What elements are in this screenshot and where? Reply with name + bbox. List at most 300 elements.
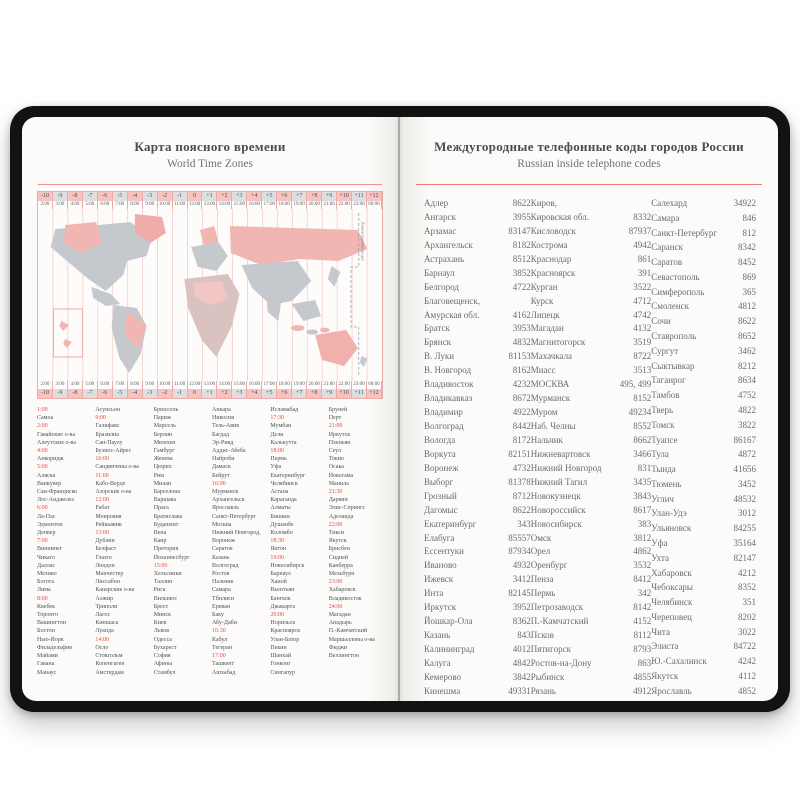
city-entry: Гавана <box>37 661 55 668</box>
code-row <box>424 533 531 543</box>
code-row <box>531 491 652 501</box>
city-name: Таганрог <box>651 375 686 386</box>
city-entry: Джакарта <box>270 603 296 610</box>
code-row <box>651 627 756 637</box>
city-name: Сыктывкар <box>651 360 695 371</box>
city-entry: Осло <box>95 644 109 651</box>
time-cell: 23:00 <box>352 201 367 209</box>
city-entry: Саратов <box>212 546 233 553</box>
city-code: 8712 <box>512 490 531 501</box>
time-cell: 19:00 <box>292 381 307 389</box>
time-zone-map <box>37 191 383 399</box>
code-row <box>531 546 652 556</box>
zone-cell: -8 <box>68 192 83 201</box>
zone-cell: 0 <box>188 389 203 398</box>
time-marker: 14:00 <box>95 636 110 643</box>
time-row-top <box>38 201 382 209</box>
city-entry: Брест <box>153 603 169 610</box>
code-row <box>424 519 531 529</box>
code-row <box>531 658 652 668</box>
city-name: Петрозаводск <box>530 602 584 613</box>
city-entry: Ашхабад <box>212 669 236 676</box>
code-row <box>651 213 756 223</box>
city-code: 4112 <box>738 671 756 681</box>
code-row <box>424 198 531 208</box>
city-code: 4732 <box>512 462 531 473</box>
city-code: 863 <box>637 657 652 668</box>
city-code: 8452 <box>738 257 756 268</box>
code-row <box>531 379 652 389</box>
city-entry: Женева <box>153 456 173 463</box>
city-entry: Чикаго <box>37 554 55 561</box>
time-marker: 17:00 <box>212 653 226 660</box>
city-entry: Лиссабон <box>95 579 120 586</box>
city-name: Барнаул <box>424 267 455 278</box>
zone-cell: +1 <box>202 192 217 201</box>
time-marker: 20:00 <box>270 612 285 619</box>
city-entry: Мехико <box>37 571 57 578</box>
world-map-illustration <box>38 209 382 381</box>
city-entry: Архангельск <box>212 497 245 504</box>
city-entry: Сидней <box>328 554 349 561</box>
city-code: 8332 <box>633 211 652 222</box>
city-entry: Стамбул <box>153 669 176 676</box>
city-code: 4752 <box>738 390 756 401</box>
code-row <box>531 616 652 626</box>
city-entry: Ярославль <box>212 505 239 512</box>
time-cell: 6:00 <box>98 201 113 209</box>
time-marker: 5:00 <box>37 464 48 471</box>
time-marker: 19:00 <box>270 554 285 561</box>
code-row <box>531 393 652 403</box>
zone-cell: +5 <box>262 192 277 201</box>
city-name: Иваново <box>424 560 457 571</box>
city-code: 4152 <box>633 616 652 627</box>
city-entry: Ванкувер <box>37 480 62 487</box>
city-entry: Барнаул <box>270 571 291 578</box>
city-name: Омск <box>530 532 552 543</box>
city-name: Орел <box>530 546 551 557</box>
code-row <box>651 508 756 518</box>
city-entry: Екатеринбург <box>270 472 306 479</box>
code-row <box>424 421 531 431</box>
time-cell: 12:00 <box>188 381 203 389</box>
city-code: 3462 <box>738 345 756 356</box>
city-name: Арзамас <box>424 225 457 236</box>
city-entry: Красноярск <box>270 628 301 635</box>
code-row <box>651 597 756 607</box>
city-entry: Найроби <box>212 456 235 463</box>
city-entry: Астана <box>270 489 289 496</box>
city-name: Наб. Челны <box>530 421 576 431</box>
city-name: Уфа <box>651 537 668 548</box>
city-code: 8552 <box>633 421 652 431</box>
code-row <box>424 505 531 515</box>
city-entry: Дублин <box>95 538 115 545</box>
code-row <box>424 323 531 333</box>
city-name: Чебоксары <box>651 582 693 593</box>
city-name: Смоленск <box>651 301 690 312</box>
zone-cell: -9 <box>53 389 68 398</box>
city-entry: Торонто <box>37 612 58 619</box>
city-name: Кировская обл. <box>530 211 589 222</box>
city-code: 3532 <box>633 560 652 571</box>
city-code: 8362 <box>512 616 531 627</box>
city-name: Кемерово <box>424 671 462 682</box>
code-row <box>424 546 531 556</box>
city-entry: Рим <box>153 472 165 479</box>
city-entry: Сандвичевы о-ва <box>95 464 139 471</box>
zone-cell: -2 <box>158 192 173 201</box>
code-row <box>651 346 756 356</box>
city-entry: Марсель <box>153 423 176 430</box>
city-name: Сургут <box>651 345 679 356</box>
zone-cell: -1 <box>173 389 188 398</box>
time-cell: 14:00 <box>217 201 232 209</box>
city-name: П.-Камчатский <box>530 616 589 627</box>
code-row <box>424 435 531 445</box>
city-entry: Канберра <box>328 562 353 569</box>
code-row <box>531 282 652 292</box>
city-entry: Каир <box>153 538 167 545</box>
code-row <box>651 301 756 311</box>
city-code: 3466 <box>633 448 652 459</box>
city-code: 4232 <box>512 379 531 390</box>
codes-column <box>424 198 531 696</box>
city-name: Владимир <box>424 407 463 418</box>
city-code: 49234 <box>628 407 652 418</box>
zone-cell: +3 <box>232 192 247 201</box>
city-code: 3812 <box>633 532 652 543</box>
city-code: 3022 <box>738 626 756 637</box>
city-name: Ярославль <box>651 685 692 696</box>
city-entry: Владивосток <box>328 595 362 602</box>
world-map-area <box>38 209 382 381</box>
city-code: 4212 <box>738 567 756 578</box>
city-entry: Претория <box>153 546 179 553</box>
zone-cell: +11 <box>352 192 367 201</box>
city-name: Волгоград <box>424 421 464 431</box>
city-entry: Элис-Спрингс <box>328 505 366 512</box>
city-name: Владивосток <box>424 379 474 390</box>
code-row <box>424 616 531 626</box>
time-cell: 5:00 <box>83 381 98 389</box>
city-code: 8212 <box>738 360 756 371</box>
zone-cell: +12 <box>367 192 382 201</box>
city-code: 495, 499 <box>619 379 652 390</box>
time-cell: 17:00 <box>262 201 277 209</box>
city-column <box>95 406 149 677</box>
city-entry: Якутск <box>328 538 347 545</box>
notebook-cover <box>10 106 790 712</box>
city-entry: Абу-Даби <box>212 620 237 627</box>
code-row <box>531 686 652 696</box>
city-entry: Асунсьон <box>95 407 120 413</box>
city-entry: Манчестер <box>95 571 124 578</box>
code-row <box>651 479 756 489</box>
code-row <box>531 421 652 431</box>
city-name: МОСКВА <box>530 379 570 390</box>
city-entry: Денвер <box>37 530 56 537</box>
code-row <box>651 272 756 282</box>
code-row <box>531 351 652 361</box>
city-name: Тула <box>651 449 669 460</box>
time-cell: 22:00 <box>337 381 352 389</box>
city-entry: Анкоридж <box>37 456 64 463</box>
city-code: 846 <box>742 212 756 223</box>
city-entry: Тикси <box>328 530 345 537</box>
city-name: Ю.-Сахалинск <box>651 656 707 667</box>
city-entry: Гонконг <box>270 661 291 668</box>
code-row <box>424 588 531 598</box>
code-row <box>531 296 652 306</box>
city-entry: Мельбурн <box>328 571 355 578</box>
right-page-subtitle: Russian inside telephone codes <box>517 158 661 170</box>
code-row <box>424 463 531 473</box>
time-cell: 15:00 <box>232 201 247 209</box>
city-entry: Воронеж <box>212 538 236 545</box>
city-name: В. Луки <box>424 351 455 362</box>
city-entry: Дарвин <box>328 497 348 504</box>
code-row <box>651 656 756 666</box>
code-row <box>531 519 652 529</box>
time-cell: 17:00 <box>262 381 277 389</box>
code-row <box>424 644 531 654</box>
city-name: Братск <box>424 323 450 334</box>
city-code: 4132 <box>633 323 652 334</box>
city-code: 4932 <box>512 560 531 571</box>
time-marker: 13:00 <box>95 530 110 537</box>
time-marker: 16:00 <box>212 480 226 487</box>
city-code: 8112 <box>633 630 652 641</box>
city-entry: Рабат <box>95 505 110 512</box>
city-name: Ульяновск <box>651 523 692 534</box>
zone-cell: +5 <box>262 389 277 398</box>
city-code: 4812 <box>738 301 756 312</box>
city-entry: Будапешт <box>153 521 179 528</box>
city-entry: Душанбе <box>270 521 294 528</box>
city-name: Севастополь <box>651 271 700 282</box>
city-entry: Кабо-Верде <box>95 480 126 487</box>
city-code: 4722 <box>512 281 531 292</box>
time-cell: 7:00 <box>113 381 128 389</box>
city-name: Елабуга <box>424 532 455 543</box>
code-row <box>424 686 531 696</box>
city-entry: Луанда <box>95 628 114 635</box>
code-row <box>424 407 531 417</box>
city-name: Нижний Новгород <box>530 462 602 473</box>
city-code: 82151 <box>508 448 531 459</box>
city-code: 82147 <box>733 552 756 563</box>
city-code: 34922 <box>733 198 756 208</box>
city-entry: Москва <box>212 521 232 528</box>
city-name: Улан-Удэ <box>651 508 687 519</box>
city-name: Выборг <box>424 476 454 487</box>
city-name: Пятигорск <box>530 644 571 654</box>
time-marker: 9:00 <box>95 415 107 422</box>
city-entry: Магадан <box>328 612 351 619</box>
city-code: 8662 <box>633 434 652 445</box>
date-line-label: Линия перемены дат <box>361 221 367 261</box>
time-cell: 20:00 <box>307 201 322 209</box>
city-entry: Йоханнесбург <box>153 554 190 561</box>
code-row <box>531 268 652 278</box>
time-marker: 11:00 <box>95 472 109 479</box>
code-row <box>651 523 756 533</box>
city-name: Адлер <box>424 198 449 208</box>
city-name: Калуга <box>424 657 451 668</box>
code-row <box>651 316 756 326</box>
time-marker: 21:30 <box>328 489 343 496</box>
city-entry: Даллас <box>37 562 56 569</box>
code-row <box>651 287 756 297</box>
city-entry: Гамбург <box>153 448 175 455</box>
city-name: Оренбург <box>530 560 568 571</box>
city-entry: П.-Камчатский <box>328 628 368 635</box>
city-entry: Эр-Рияд <box>212 439 234 446</box>
city-code: 83147 <box>508 225 531 236</box>
left-page-title: Карта поясного времени <box>134 139 286 154</box>
time-cell: 13:00 <box>202 381 217 389</box>
city-name: Тверь <box>651 404 674 415</box>
city-name: Углич <box>651 493 674 504</box>
city-entry: Самоа <box>37 415 54 422</box>
time-cell: 10:00 <box>158 381 173 389</box>
city-entry: Аделаида <box>328 513 354 520</box>
city-code: 861 <box>637 253 652 264</box>
code-row <box>651 641 756 651</box>
city-entry: Мумбаи <box>270 423 292 430</box>
city-entry: Никосия <box>212 415 234 422</box>
city-entry: Манаус <box>37 669 57 676</box>
code-row <box>651 257 756 267</box>
time-cell: 00:00 <box>367 201 382 209</box>
time-marker: 22:00 <box>328 521 343 528</box>
city-code: 8162 <box>512 365 531 376</box>
city-name: Нижний Тагил <box>530 476 588 487</box>
city-entry: Богота <box>37 579 55 586</box>
zone-cell: +4 <box>247 389 262 398</box>
code-row <box>651 612 756 622</box>
city-code: 365 <box>742 286 756 297</box>
code-row <box>531 602 652 612</box>
city-name: Нижневартовск <box>530 448 591 459</box>
city-code: 8152 <box>633 393 652 404</box>
zone-cell: -6 <box>98 192 113 201</box>
city-entry: Париж <box>153 415 172 422</box>
zone-cell: -3 <box>143 192 158 201</box>
code-row <box>651 420 756 430</box>
city-name: Астрахань <box>424 253 465 264</box>
city-name: Владикавказ <box>424 393 473 404</box>
zone-cell: -8 <box>68 389 83 398</box>
city-code: 3519 <box>633 337 652 348</box>
city-code: 3852 <box>512 267 531 278</box>
city-code: 4922 <box>512 407 531 418</box>
zone-cell: -4 <box>128 389 143 398</box>
time-marker: 12:00 <box>95 497 110 504</box>
code-row <box>651 671 756 681</box>
time-cell: 18:00 <box>277 381 292 389</box>
time-cell: 8:00 <box>128 201 143 209</box>
city-entry: Кабул <box>212 636 228 643</box>
city-name: Новокузнецк <box>530 490 581 501</box>
code-row <box>424 365 531 375</box>
codes-column <box>651 198 756 696</box>
time-marker: 21:00 <box>328 423 343 430</box>
city-name: Благовещенск, <box>424 295 481 306</box>
zone-cell: +7 <box>292 389 307 398</box>
city-code: 4912 <box>633 685 652 696</box>
city-name: Амурская обл. <box>424 309 480 320</box>
code-row <box>424 296 531 306</box>
city-entry: Бангкок <box>270 595 291 602</box>
city-code: 342 <box>637 588 652 599</box>
city-code: 812 <box>742 227 756 238</box>
city-code: 81378 <box>508 476 531 487</box>
code-row <box>424 351 531 361</box>
time-cell: 9:00 <box>143 381 158 389</box>
city-entry: Аляска <box>37 472 56 479</box>
city-entry: Одесса <box>153 636 172 643</box>
zone-cell: -10 <box>38 192 53 201</box>
city-entry: Челябинск <box>270 480 298 487</box>
right-page <box>400 117 778 701</box>
city-entry: Нижний Новгород, <box>212 530 261 537</box>
time-marker: 8:00 <box>37 595 48 602</box>
code-row <box>531 588 652 598</box>
city-entry: Майами <box>37 653 58 660</box>
city-entry: Ростов <box>212 571 230 578</box>
city-entry: Фиджи <box>328 644 348 651</box>
city-entry: Цюрих <box>153 464 172 471</box>
time-marker: 23:00 <box>328 579 343 586</box>
left-page-subtitle: World Time Zones <box>167 158 253 170</box>
code-row <box>424 268 531 278</box>
city-entry: Бишкек <box>270 513 290 520</box>
city-name: Тамбов <box>651 390 680 401</box>
city-entry: Уфа <box>270 464 282 471</box>
city-column <box>37 406 91 677</box>
city-entry: Баку <box>212 612 224 619</box>
city-entry: Афины <box>153 661 173 668</box>
city-entry: Глазго <box>95 554 112 561</box>
time-marker: 18:00 <box>270 448 285 455</box>
city-code: 3843 <box>633 490 652 501</box>
zone-cell: +4 <box>247 192 262 201</box>
city-code: 4822 <box>738 404 756 415</box>
city-entry: Копенгаген <box>95 661 125 668</box>
city-name: Магнитогорск <box>530 337 586 348</box>
city-entry: Гавайские о-ва <box>37 431 75 438</box>
city-name: Рязань <box>530 685 556 696</box>
city-name: Туапсе <box>651 434 678 445</box>
city-name: Пермь <box>530 588 556 599</box>
city-name: Элиста <box>651 641 679 652</box>
time-cell: 8:00 <box>128 381 143 389</box>
zone-cell: +6 <box>277 389 292 398</box>
city-code: 86167 <box>733 434 756 445</box>
city-code: 8142 <box>633 602 652 613</box>
code-row <box>531 226 652 236</box>
code-row <box>424 477 531 487</box>
city-code: 4012 <box>512 644 531 654</box>
city-entry: Ереван <box>212 603 230 610</box>
city-code: 3412 <box>512 574 531 585</box>
city-name: Вологда <box>424 434 456 445</box>
city-entry: Квебек <box>37 603 56 610</box>
code-row <box>424 560 531 570</box>
